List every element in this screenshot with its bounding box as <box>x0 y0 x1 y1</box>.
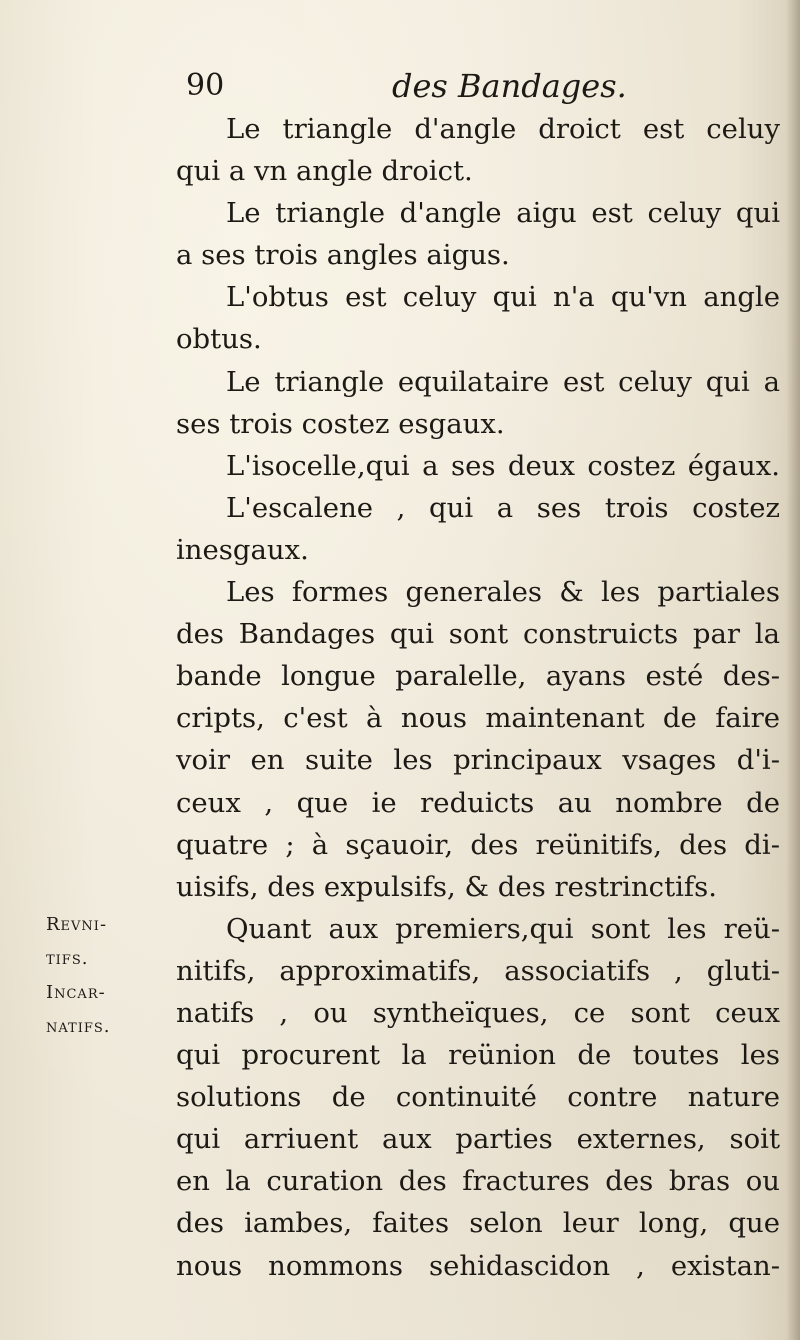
margin-note-line: Revni- <box>46 914 108 935</box>
margin-note-line: tifs. <box>46 948 89 969</box>
running-head <box>0 66 800 112</box>
margin-note-line: Incar- <box>46 982 106 1003</box>
text-line: des iambes, faites selon leur long, que <box>176 1207 780 1240</box>
text-line: qui procurent la reünion de toutes les <box>176 1039 780 1072</box>
text-line: uisifs, des expulsifs, & des restrinctifs. <box>176 870 717 903</box>
text-line: nous nommons sehidascidon , existan- <box>176 1249 780 1282</box>
text-line: Quant aux premiers,qui sont les reü- <box>226 912 780 945</box>
page-edge-shadow <box>786 0 800 1340</box>
text-line: nitifs, approximatifs, associatifs , gluti- <box>176 954 780 987</box>
margin-note-line: natifs. <box>46 1016 111 1037</box>
text-line: bande longue paralelle, ayans esté des- <box>176 660 780 693</box>
body-text <box>176 108 780 1287</box>
running-head-title: des Bandages. <box>392 67 627 105</box>
text-line: des Bandages qui sont construicts par la <box>176 618 780 651</box>
text-line: Le triangle equilataire est celuy qui a <box>226 365 780 398</box>
text-line: ses trois costez esgaux. <box>176 407 505 440</box>
text-line: Les formes generales & les partiales <box>226 576 780 609</box>
text-line: cripts, c'est à nous maintenant de faire <box>176 702 780 735</box>
text-line: solutions de continuité contre nature <box>176 1081 780 1114</box>
text-line: voir en suite les principaux vsages d'i- <box>176 744 780 777</box>
text-line: qui arriuent aux parties externes, soit <box>176 1123 780 1156</box>
page-number: 90 <box>186 68 225 103</box>
text-line: qui a vn angle droict. <box>176 155 473 188</box>
text-line: ceux , que ie reduicts au nombre de <box>176 786 780 819</box>
text-line: a ses trois angles aigus. <box>176 239 510 272</box>
text-line: Le triangle d'angle aigu est celuy qui <box>226 197 780 230</box>
text-line: en la curation des fractures des bras ou <box>176 1165 780 1198</box>
text-line: natifs , ou syntheïques, ce sont ceux <box>176 996 780 1029</box>
text-line: L'obtus est celuy qui n'a qu'vn angle <box>226 281 780 314</box>
text-line: inesgaux. <box>176 533 309 566</box>
text-line: L'escalene , qui a ses trois costez <box>226 491 780 524</box>
text-line: quatre ; à sçauoir, des reünitifs, des di- <box>176 828 780 861</box>
text-line: obtus. <box>176 323 262 356</box>
margin-note <box>46 908 156 1044</box>
text-line: Le triangle d'angle droict est celuy <box>226 113 780 145</box>
text-line: L'isocelle,qui a ses deux costez égaux. <box>226 449 780 482</box>
